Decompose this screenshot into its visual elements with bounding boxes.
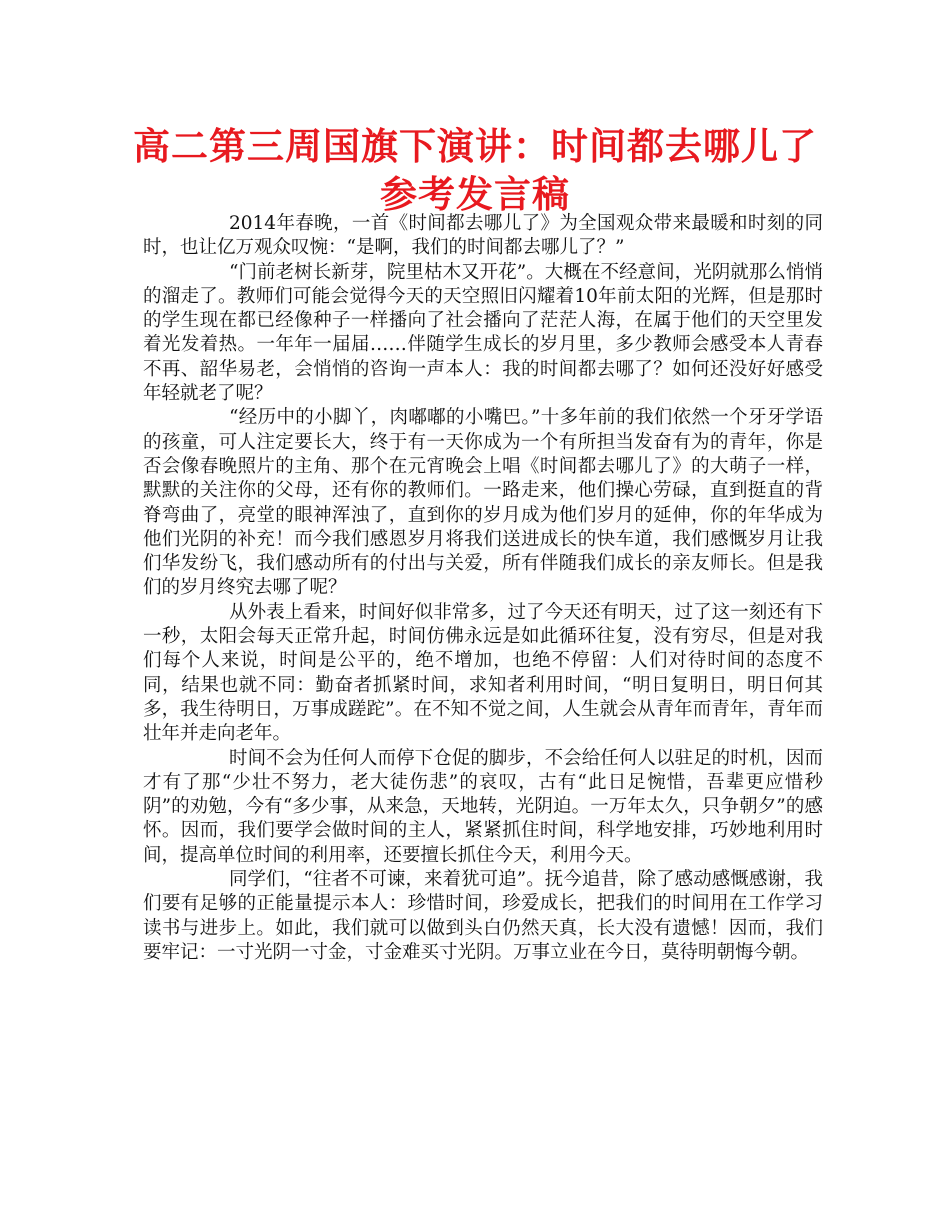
paragraph-1: 2014年春晚，一首《时间都去哪儿了》为全国观众带来最暖和时刻的同时，也让亿万观众叹惋：“是啊，我们的时间都去哪儿了？” — [143, 213, 823, 259]
paragraph-6: 同学们，“往者不可谏，来着犹可追”。抚今追昔，除了感动感慨感谢，我们要有足够的正能量提示本人：珍惜时间，珍爱成长，把我们的时间用在工作学习读书与进步上。如此，我们就可以做到头白仍然天真，长大没有遗憾！因而，我们要牢记：一寸光阴一寸金，寸金难买寸光阴。万事立业在今日，莫待明朝悔今朝。 — [143, 869, 823, 963]
paragraph-4: 从外表上看来，时间好似非常多，过了今天还有明天，过了这一刻还有下一秒，太阳会每天正常升起，时间仿佛永远是如此循环往复，没有穷尽，但是对我们每个人来说，时间是公平的，绝不增加，也绝不停留：人们对待时间的态度不同，结果也就不同：勤奋者抓紧时间，求知者利用时间，“明日复明日，明日何其多，我生待明日，万事成蹉跎”。在不知不觉之间，人生就会从青年而青年，青年而壮年并走向老年。 — [143, 601, 823, 745]
document-title-line-1: 高二第三周国旗下演讲：时间都去哪儿了 — [133, 125, 817, 168]
paragraph-3: “经历中的小脚丫，肉嘟嘟的小嘴巴。”十多年前的我们依然一个牙牙学语的孩童，可人注定要长大，终于有一天你成为一个有所担当发奋有为的青年，你是否会像春晚照片的主角、那个在元宵晚会上唱《时间都去哪儿了》的大萌子一样，默默的关注你的父母，还有你的教师们。一路走来，他们操心劳碌，直到挺直的背脊弯曲了，亮堂的眼神浑浊了，直到你的岁月成为他们岁月的延伸，你的年华成为他们光阴的补充！而今我们感恩岁月将我们送进成长的快车道，我们感慨岁月让我们华发纷飞，我们感动所有的付出与关爱，所有伴随我们成长的亲友师长。但是我们的岁月终究去哪了呢？ — [143, 407, 823, 599]
paragraph-5: 时间不会为任何人而停下仓促的脚步，不会给任何人以驻足的时机，因而才有了那“少壮不努力，老大徒伤悲”的哀叹，古有“此日足惋惜，吾辈更应惜秒阴”的劝勉，今有“多少事，从来急，天地转，光阴迫。一万年太久，只争朝夕”的感怀。因而，我们要学会做时间的主人，紧紧抓住时间，科学地安排，巧妙地利用时间，提高单位时间的利用率，还要擅长抓住今天，利用今天。 — [143, 747, 823, 866]
document-title-line-2: 参考发言稿 — [380, 173, 570, 216]
paragraph-2: “门前老树长新芽，院里枯木又开花”。大概在不经意间，光阴就那么悄悄的溜走了。教师们可能会觉得今天的天空照旧闪耀着10年前太阳的光辉，但是那时的学生现在都已经像种子一样播向了社会播向了茫茫人海，在属于他们的天空里发着光发着热。一年年一届届……伴随学生成长的岁月里，多少教师会感受本人青春不再、韶华易老，会悄悄的咨询一声本人：我的时间都去哪了？如何还没好好感受年轻就老了呢？ — [143, 261, 823, 405]
document-body — [143, 212, 823, 965]
